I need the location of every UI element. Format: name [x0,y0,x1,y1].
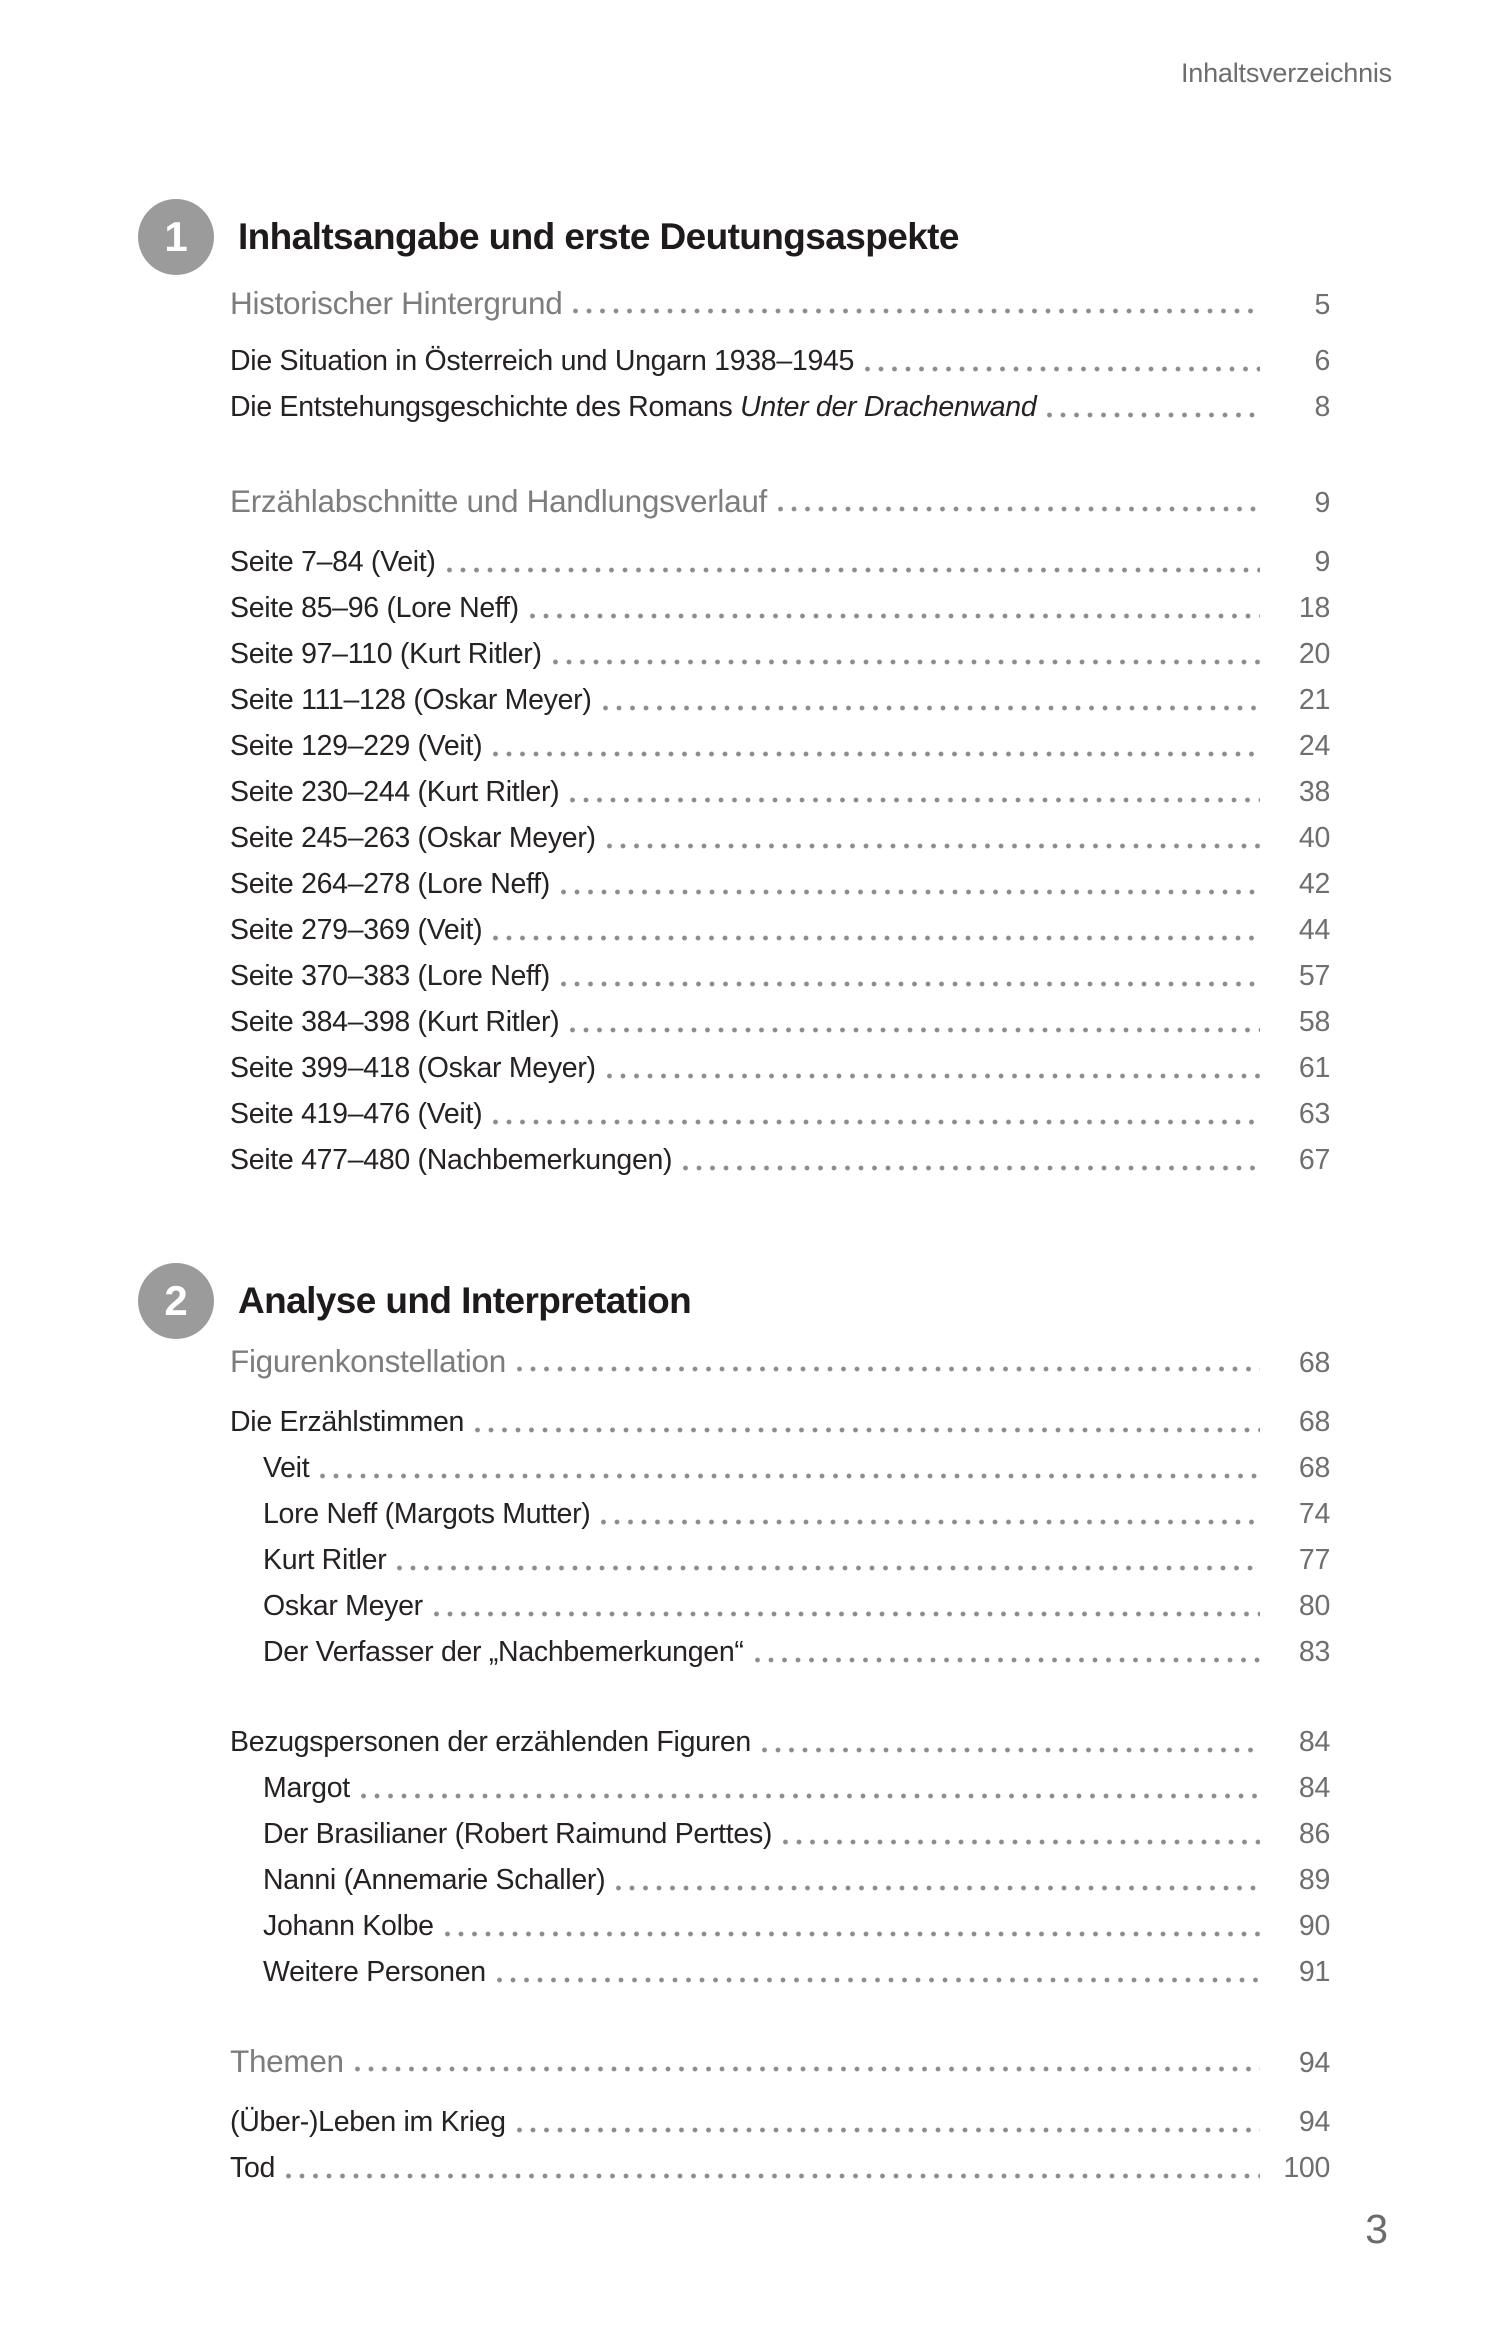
toc-entry-label: Seite 477–480 (Nachbemerkungen) [230,1144,673,1176]
dot-leader [573,308,1260,314]
page-number: 68 [1298,1406,1330,1438]
page-number: 58 [1298,1006,1330,1038]
page-number: 6 [1314,345,1330,377]
toc-entry-label: Seite 370–383 (Lore Neff) [230,960,550,992]
page-number: 44 [1298,914,1330,946]
toc-entry [230,338,1330,384]
toc-entry-label: Kurt Ritler [263,1544,387,1576]
page-number: 68 [1298,1347,1330,1379]
toc-entry [230,1583,1330,1629]
toc-entry [230,769,1330,815]
toc-entry [230,1091,1330,1137]
toc-entry [230,1765,1330,1811]
page-number: 100 [1283,2152,1330,2184]
dot-leader [783,1839,1260,1845]
toc-entry-label-italic: Unter der Drachenwand [740,391,1037,423]
page-number: 9 [1314,487,1330,519]
dot-leader [434,1611,1260,1617]
section-2-number-badge: 2 [138,1263,214,1339]
toc-entry [230,907,1330,953]
toc-entry-label: Seite 129–229 (Veit) [230,730,483,762]
dot-leader [517,2127,1260,2133]
running-header: Inhaltsverzeichnis [1180,58,1392,88]
toc-entry [230,1719,1330,1765]
dot-leader [755,1657,1260,1663]
dot-leader [517,1366,1260,1372]
toc-entry [230,1811,1330,1857]
toc-entry-label: Tod [230,2152,276,2184]
page-number: 57 [1298,960,1330,992]
page-number: 61 [1298,1052,1330,1084]
section-1-title: Inhaltsangabe und erste Deutungsaspekte [238,216,959,257]
toc-entry-label: Seite 111–128 (Oskar Meyer) [230,684,592,716]
toc-entry-label: Seite 384–398 (Kurt Ritler) [230,1006,560,1038]
toc-group-heading [230,2040,1330,2082]
toc-entry [230,539,1330,585]
page-number: 24 [1298,730,1330,762]
page-number: 9 [1314,546,1330,578]
toc-entry-label-text: Die Entstehungsgeschichte des Romans [230,391,741,423]
page-number: 67 [1298,1144,1330,1176]
dot-leader [561,889,1260,895]
dot-leader [475,1427,1260,1433]
toc-entry [230,2099,1330,2145]
toc-entry-label: Seite 230–244 (Kurt Ritler) [230,776,560,808]
page-number: 86 [1298,1818,1330,1850]
toc-entry [230,1491,1330,1537]
toc-entry-label: Nanni (Annemarie Schaller) [263,1864,606,1896]
toc-entry-label: Seite 245–263 (Oskar Meyer) [230,822,596,854]
page-number: 80 [1298,1590,1330,1622]
toc-entry [230,815,1330,861]
dot-leader [865,366,1260,372]
dot-leader [616,1885,1260,1891]
toc-entry [230,384,1330,430]
toc-entry-label: Bezugspersonen der erzählenden Figuren [230,1726,751,1758]
page-number: 21 [1298,684,1330,716]
dot-leader [607,1073,1260,1079]
page-number: 20 [1298,638,1330,670]
section-1-header [138,198,1330,276]
section-1-number-badge: 1 [138,199,214,275]
toc-entry-label: Der Verfasser der „Nachbemerkungen“ [263,1636,744,1668]
page-number: 8 [1314,391,1330,423]
toc-entry-label: Die Situation in Österreich und Ungarn 1938–1945 [230,345,855,377]
section-2-header [138,1262,1330,1340]
toc-entry-label: Seite 399–418 (Oskar Meyer) [230,1052,596,1084]
dot-leader [570,1027,1260,1033]
section-2-title: Analyse und Interpretation [238,1280,692,1321]
toc-entry [230,1445,1330,1491]
toc-group-heading-label: Historischer Hintergrund [230,285,563,321]
page-number: 90 [1298,1910,1330,1942]
dot-leader [397,1565,1260,1571]
toc-entry-label: (Über-)Leben im Krieg [230,2106,506,2138]
toc-group-heading [230,1340,1330,1382]
dot-leader [320,1473,1260,1479]
toc-entry [230,723,1330,769]
toc-entry-label: Seite 419–476 (Veit) [230,1098,483,1130]
page-footer-number: 3 [1365,2206,1388,2252]
dot-leader [445,1931,1260,1937]
toc-entry-label: Seite 279–369 (Veit) [230,914,483,946]
page-number: 77 [1298,1544,1330,1576]
toc-group-heading [230,282,1330,324]
page-number: 74 [1298,1498,1330,1530]
toc-group-heading-label: Figurenkonstellation [230,1343,506,1379]
toc-entry-label: Weitere Personen [263,1956,486,1988]
page-number: 83 [1298,1636,1330,1668]
toc-entry-label: Seite 97–110 (Kurt Ritler) [230,638,542,670]
dot-leader [778,506,1260,512]
dot-leader [553,659,1260,665]
page-number: 91 [1298,1956,1330,1988]
dot-leader [762,1747,1260,1753]
toc-entry-label: Oskar Meyer [263,1590,423,1622]
toc-entry [230,999,1330,1045]
dot-leader [607,843,1260,849]
toc-entry [230,631,1330,677]
dot-leader [286,2173,1260,2179]
toc-entry-label: Seite 264–278 (Lore Neff) [230,868,550,900]
dot-leader [493,1119,1260,1125]
dot-leader [493,935,1260,941]
page-number: 40 [1298,822,1330,854]
page-number: 94 [1298,2106,1330,2138]
toc-entry [230,1629,1330,1675]
toc-entry-label: Margot [263,1772,350,1804]
toc-group-heading-label: Erzählabschnitte und Handlungsverlauf [230,483,767,519]
page-number: 84 [1298,1726,1330,1758]
dot-leader [601,1519,1260,1525]
toc-entry-label: Lore Neff (Margots Mutter) [263,1498,591,1530]
toc-entry-label: Seite 85–96 (Lore Neff) [230,592,519,624]
toc-entry [230,1949,1330,1995]
toc-entry [230,585,1330,631]
page-number: 94 [1298,2047,1330,2079]
toc-entry [230,861,1330,907]
toc-entry [230,1399,1330,1445]
page-number: 63 [1298,1098,1330,1130]
toc-entry-label: Johann Kolbe [263,1910,434,1942]
toc-entry [230,1137,1330,1183]
page-number: 38 [1298,776,1330,808]
page-number: 68 [1298,1452,1330,1484]
dot-leader [1047,412,1260,418]
dot-leader [570,797,1260,803]
page-number: 84 [1298,1772,1330,1804]
dot-leader [493,751,1260,757]
dot-leader [530,613,1260,619]
dot-leader [361,1793,1260,1799]
toc-group-heading-label: Themen [230,2043,344,2079]
page-number: 5 [1314,289,1330,321]
page-number: 89 [1298,1864,1330,1896]
page-number: 18 [1298,592,1330,624]
toc-entry [230,677,1330,723]
toc-entry [230,953,1330,999]
dot-leader [683,1165,1260,1171]
dot-leader [603,705,1260,711]
dot-leader [561,981,1260,987]
toc-entry-label: Seite 7–84 (Veit) [230,546,436,578]
toc-entry [230,1537,1330,1583]
dot-leader [355,2066,1260,2072]
dot-leader [447,567,1260,573]
dot-leader [497,1977,1260,1983]
toc-group-heading [230,480,1330,522]
toc-entry [230,1045,1330,1091]
toc-entry [230,1903,1330,1949]
toc-entry-label [230,384,1036,430]
toc-entry [230,2145,1330,2191]
toc-entry-label: Die Erzählstimmen [230,1406,465,1438]
page-number: 42 [1298,868,1330,900]
toc-entry-label: Der Brasilianer (Robert Raimund Perttes) [263,1818,773,1850]
toc-entry-label: Veit [263,1452,310,1484]
toc-entry [230,1857,1330,1903]
